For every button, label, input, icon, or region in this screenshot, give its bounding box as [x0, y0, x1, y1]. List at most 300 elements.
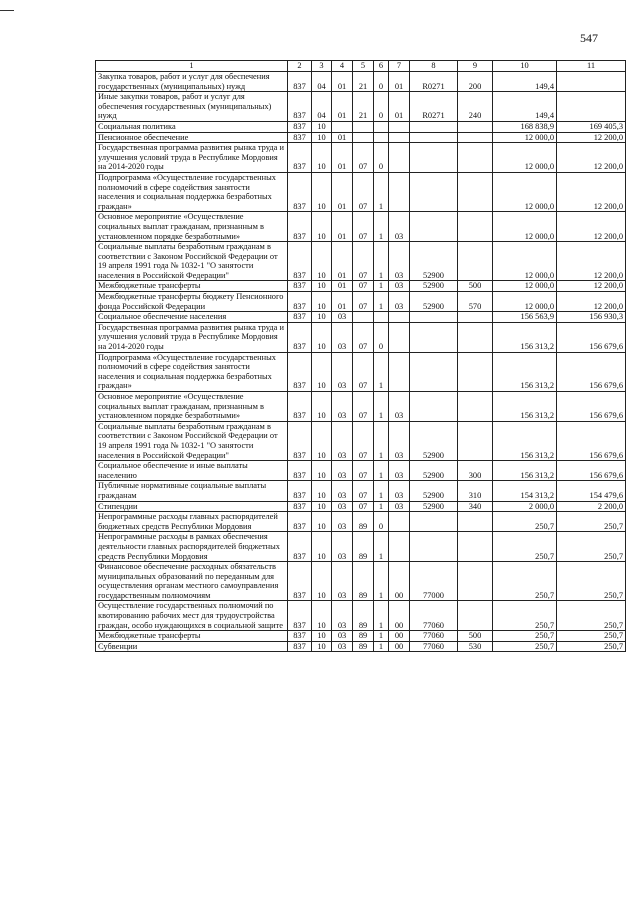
row-amount-1-cell: 156 313,2	[493, 461, 557, 481]
table-row	[96, 601, 626, 631]
row-name-cell: Финансовое обеспечение расходных обязательств муниципальных образований по переданным для осуществления органам местного самоуправления государственным полномочиям	[96, 562, 288, 601]
row-subsection-cell: 03	[332, 532, 353, 562]
row-subprogram-cell: 1	[374, 631, 389, 642]
header-cell: 10	[493, 61, 557, 72]
table-row	[96, 322, 626, 352]
row-subsection-cell: 03	[332, 461, 353, 481]
row-name-cell: Основное мероприятие «Осуществление социальных выплат гражданам, признанным в установленном порядке безработными»	[96, 392, 288, 422]
row-amount-2-cell: 156 679,6	[557, 392, 626, 422]
row-subsection-cell: 01	[332, 212, 353, 242]
row-direction-cell	[410, 532, 458, 562]
row-section-cell: 10	[312, 461, 332, 481]
row-amount-2-cell: 250,7	[557, 562, 626, 601]
row-direction-cell: 52900	[410, 461, 458, 481]
row-direction-cell: 52900	[410, 242, 458, 281]
row-direction-cell: 52900	[410, 481, 458, 501]
table-row	[96, 421, 626, 460]
row-event-cell: 01	[389, 72, 410, 92]
row-amount-2-cell	[557, 72, 626, 92]
row-subprogram-cell: 1	[374, 532, 389, 562]
row-subsection-cell	[332, 121, 353, 132]
row-name-cell: Публичные нормативные социальные выплаты гражданам	[96, 481, 288, 501]
row-section-cell: 10	[312, 601, 332, 631]
row-name-cell: Пенсионное обеспечение	[96, 132, 288, 143]
header-cell: 4	[332, 61, 353, 72]
row-subsection-cell: 01	[332, 281, 353, 292]
row-subprogram-cell: 0	[374, 143, 389, 173]
table-row	[96, 532, 626, 562]
row-subprogram-cell: 0	[374, 322, 389, 352]
row-subsection-cell: 03	[332, 641, 353, 652]
row-type-cell: 570	[458, 292, 493, 312]
row-type-cell	[458, 421, 493, 460]
table-row	[96, 92, 626, 122]
row-code-cell: 837	[288, 242, 312, 281]
table-row	[96, 392, 626, 422]
row-amount-2-cell: 156 679,6	[557, 352, 626, 391]
row-program-cell: 21	[353, 92, 374, 122]
row-direction-cell	[410, 392, 458, 422]
row-type-cell	[458, 312, 493, 323]
table-row	[96, 72, 626, 92]
row-subsection-cell: 01	[332, 292, 353, 312]
row-direction-cell	[410, 512, 458, 532]
row-section-cell: 10	[312, 242, 332, 281]
row-section-cell: 10	[312, 501, 332, 512]
row-direction-cell: 52900	[410, 292, 458, 312]
row-code-cell: 837	[288, 281, 312, 292]
row-code-cell: 837	[288, 631, 312, 642]
row-direction-cell: 77060	[410, 631, 458, 642]
row-direction-cell	[410, 352, 458, 391]
row-event-cell	[389, 172, 410, 211]
row-section-cell: 10	[312, 562, 332, 601]
row-type-cell: 500	[458, 631, 493, 642]
row-subprogram-cell: 1	[374, 501, 389, 512]
row-program-cell: 07	[353, 392, 374, 422]
row-subsection-cell: 03	[332, 352, 353, 391]
row-amount-2-cell: 250,7	[557, 631, 626, 642]
row-amount-1-cell: 250,7	[493, 641, 557, 652]
table-row	[96, 312, 626, 323]
row-program-cell: 89	[353, 532, 374, 562]
row-section-cell: 10	[312, 172, 332, 211]
row-subsection-cell: 03	[332, 631, 353, 642]
row-code-cell: 837	[288, 461, 312, 481]
row-event-cell	[389, 132, 410, 143]
row-direction-cell	[410, 172, 458, 211]
row-direction-cell	[410, 132, 458, 143]
row-amount-1-cell: 12 000,0	[493, 172, 557, 211]
row-type-cell: 340	[458, 501, 493, 512]
table-row	[96, 212, 626, 242]
row-name-cell: Социальные выплаты безработным гражданам в соответствии с Законом Российской Федерации от 19 апреля 1991 года № 1032-1 "О занятости населения в Российской Федерации"	[96, 421, 288, 460]
row-name-cell: Основное мероприятие «Осуществление социальных выплат гражданам, признанным в установленном порядке безработными»	[96, 212, 288, 242]
row-section-cell: 10	[312, 212, 332, 242]
row-amount-2-cell: 12 200,0	[557, 212, 626, 242]
row-code-cell: 837	[288, 481, 312, 501]
row-program-cell: 89	[353, 562, 374, 601]
row-code-cell: 837	[288, 312, 312, 323]
row-section-cell: 10	[312, 532, 332, 562]
header-cell: 1	[96, 61, 288, 72]
row-name-cell: Осуществление государственных полномочий по квотированию рабочих мест для трудоустройства граждан, особо нуждающихся в социальной защите	[96, 601, 288, 631]
row-code-cell: 837	[288, 352, 312, 391]
row-amount-1-cell: 12 000,0	[493, 143, 557, 173]
row-subsection-cell: 01	[332, 242, 353, 281]
row-type-cell	[458, 352, 493, 391]
row-direction-cell: 52900	[410, 281, 458, 292]
row-subprogram-cell: 1	[374, 392, 389, 422]
row-type-cell	[458, 212, 493, 242]
row-amount-1-cell: 156 313,2	[493, 421, 557, 460]
row-event-cell	[389, 512, 410, 532]
row-event-cell: 00	[389, 631, 410, 642]
row-section-cell: 10	[312, 132, 332, 143]
row-amount-2-cell: 156 679,6	[557, 421, 626, 460]
row-code-cell: 837	[288, 92, 312, 122]
row-amount-2-cell: 250,7	[557, 532, 626, 562]
row-subprogram-cell: 1	[374, 421, 389, 460]
row-type-cell: 500	[458, 281, 493, 292]
row-direction-cell: 52900	[410, 501, 458, 512]
row-type-cell: 530	[458, 641, 493, 652]
row-section-cell: 10	[312, 281, 332, 292]
row-subsection-cell: 01	[332, 132, 353, 143]
row-name-cell: Непрограммные расходы в рамках обеспечения деятельности главных распорядителей бюджетных средств Республики Мордовия	[96, 532, 288, 562]
row-code-cell: 837	[288, 292, 312, 312]
row-code-cell: 837	[288, 641, 312, 652]
row-event-cell: 01	[389, 92, 410, 122]
row-type-cell: 240	[458, 92, 493, 122]
table-row	[96, 461, 626, 481]
row-amount-2-cell: 2 200,0	[557, 501, 626, 512]
row-subprogram-cell: 0	[374, 72, 389, 92]
row-code-cell: 837	[288, 322, 312, 352]
row-subprogram-cell	[374, 312, 389, 323]
row-type-cell	[458, 512, 493, 532]
row-amount-2-cell: 154 479,6	[557, 481, 626, 501]
row-subsection-cell: 01	[332, 72, 353, 92]
row-amount-1-cell: 12 000,0	[493, 292, 557, 312]
table-row	[96, 292, 626, 312]
row-event-cell: 03	[389, 292, 410, 312]
row-program-cell: 89	[353, 631, 374, 642]
row-section-cell: 10	[312, 421, 332, 460]
row-event-cell: 03	[389, 242, 410, 281]
row-section-cell: 10	[312, 322, 332, 352]
row-subprogram-cell: 1	[374, 212, 389, 242]
row-event-cell: 03	[389, 212, 410, 242]
row-amount-2-cell: 156 930,3	[557, 312, 626, 323]
row-code-cell: 837	[288, 143, 312, 173]
row-subsection-cell: 03	[332, 481, 353, 501]
row-direction-cell: 77060	[410, 641, 458, 652]
row-amount-1-cell: 156 313,2	[493, 352, 557, 391]
header-cell: 2	[288, 61, 312, 72]
row-amount-1-cell: 168 838,9	[493, 121, 557, 132]
row-section-cell: 10	[312, 292, 332, 312]
row-code-cell: 837	[288, 512, 312, 532]
row-section-cell: 10	[312, 481, 332, 501]
row-name-cell: Государственная программа развития рынка труда и улучшения условий труда в Республике Мордовия на 2014-2020 годы	[96, 322, 288, 352]
table-header-row	[96, 61, 626, 72]
row-type-cell	[458, 172, 493, 211]
row-program-cell: 07	[353, 242, 374, 281]
row-type-cell	[458, 392, 493, 422]
row-amount-1-cell: 250,7	[493, 532, 557, 562]
row-program-cell: 07	[353, 322, 374, 352]
row-event-cell: 03	[389, 392, 410, 422]
row-direction-cell: R0271	[410, 72, 458, 92]
row-subprogram-cell: 1	[374, 481, 389, 501]
row-subsection-cell: 03	[332, 312, 353, 323]
row-amount-2-cell: 156 679,6	[557, 322, 626, 352]
row-amount-1-cell: 156 313,2	[493, 322, 557, 352]
row-program-cell: 07	[353, 143, 374, 173]
row-type-cell	[458, 121, 493, 132]
row-subsection-cell: 03	[332, 512, 353, 532]
row-subprogram-cell: 1	[374, 292, 389, 312]
row-subsection-cell: 01	[332, 172, 353, 211]
row-program-cell	[353, 132, 374, 143]
row-code-cell: 837	[288, 532, 312, 562]
row-program-cell: 07	[353, 281, 374, 292]
row-amount-2-cell: 169 405,3	[557, 121, 626, 132]
row-event-cell: 03	[389, 501, 410, 512]
row-amount-1-cell: 12 000,0	[493, 242, 557, 281]
row-name-cell: Межбюджетные трансферты	[96, 281, 288, 292]
row-code-cell: 837	[288, 72, 312, 92]
row-subprogram-cell: 1	[374, 352, 389, 391]
row-direction-cell: 77000	[410, 562, 458, 601]
table-row	[96, 512, 626, 532]
corner-mark	[0, 10, 14, 11]
row-program-cell: 07	[353, 352, 374, 391]
row-code-cell: 837	[288, 601, 312, 631]
row-type-cell: 310	[458, 481, 493, 501]
row-program-cell: 07	[353, 212, 374, 242]
table-body	[96, 61, 626, 652]
row-amount-2-cell: 250,7	[557, 601, 626, 631]
row-name-cell: Межбюджетные трансферты бюджету Пенсионного фонда Российской Федерации	[96, 292, 288, 312]
row-direction-cell: R0271	[410, 92, 458, 122]
row-subprogram-cell: 1	[374, 641, 389, 652]
row-name-cell: Социальная политика	[96, 121, 288, 132]
row-subsection-cell: 03	[332, 392, 353, 422]
row-event-cell: 03	[389, 481, 410, 501]
row-amount-1-cell: 12 000,0	[493, 212, 557, 242]
row-amount-2-cell	[557, 92, 626, 122]
row-direction-cell	[410, 143, 458, 173]
row-code-cell: 837	[288, 172, 312, 211]
table-row	[96, 481, 626, 501]
row-event-cell: 00	[389, 601, 410, 631]
row-direction-cell	[410, 212, 458, 242]
table-row	[96, 242, 626, 281]
row-name-cell: Подпрограмма «Осуществление государственных полномочий в сфере содействия занятости населения и социальная поддержка безработных граждан»	[96, 352, 288, 391]
row-program-cell: 07	[353, 501, 374, 512]
row-event-cell: 00	[389, 562, 410, 601]
row-type-cell	[458, 601, 493, 631]
row-amount-1-cell: 250,7	[493, 631, 557, 642]
row-name-cell: Непрограммные расходы главных распорядителей бюджетных средств Республики Мордовия	[96, 512, 288, 532]
header-cell: 8	[410, 61, 458, 72]
row-program-cell: 07	[353, 292, 374, 312]
row-type-cell	[458, 143, 493, 173]
row-name-cell: Иные закупки товаров, работ и услуг для обеспечения государственных (муниципальных) нужд	[96, 92, 288, 122]
row-subsection-cell: 03	[332, 562, 353, 601]
row-section-cell: 10	[312, 352, 332, 391]
row-name-cell: Межбюджетные трансферты	[96, 631, 288, 642]
row-name-cell: Социальное обеспечение и иные выплаты населению	[96, 461, 288, 481]
row-subprogram-cell: 1	[374, 461, 389, 481]
row-type-cell	[458, 242, 493, 281]
row-section-cell: 10	[312, 631, 332, 642]
row-program-cell	[353, 121, 374, 132]
row-subsection-cell: 03	[332, 601, 353, 631]
row-section-cell: 10	[312, 512, 332, 532]
row-name-cell: Субвенции	[96, 641, 288, 652]
table-row	[96, 132, 626, 143]
row-amount-2-cell: 12 200,0	[557, 172, 626, 211]
row-amount-1-cell: 156 313,2	[493, 392, 557, 422]
row-program-cell: 21	[353, 72, 374, 92]
row-type-cell	[458, 532, 493, 562]
row-type-cell	[458, 322, 493, 352]
row-section-cell: 10	[312, 121, 332, 132]
row-amount-1-cell: 149,4	[493, 72, 557, 92]
row-subsection-cell: 03	[332, 322, 353, 352]
row-event-cell	[389, 121, 410, 132]
row-section-cell: 10	[312, 392, 332, 422]
row-name-cell: Государственная программа развития рынка труда и улучшения условий труда в Республике Мордовия на 2014-2020 годы	[96, 143, 288, 173]
row-amount-2-cell: 12 200,0	[557, 143, 626, 173]
row-event-cell	[389, 322, 410, 352]
row-subsection-cell: 01	[332, 143, 353, 173]
table-row	[96, 281, 626, 292]
table-row	[96, 631, 626, 642]
row-subsection-cell: 03	[332, 421, 353, 460]
header-cell: 11	[557, 61, 626, 72]
row-event-cell	[389, 312, 410, 323]
row-amount-1-cell: 149,4	[493, 92, 557, 122]
table-row	[96, 641, 626, 652]
row-subprogram-cell: 1	[374, 172, 389, 211]
row-program-cell: 89	[353, 512, 374, 532]
header-cell: 3	[312, 61, 332, 72]
row-code-cell: 837	[288, 212, 312, 242]
row-amount-1-cell: 250,7	[493, 601, 557, 631]
row-subsection-cell: 01	[332, 92, 353, 122]
table-row	[96, 172, 626, 211]
row-direction-cell	[410, 121, 458, 132]
row-subprogram-cell	[374, 121, 389, 132]
row-code-cell: 837	[288, 132, 312, 143]
row-section-cell: 10	[312, 143, 332, 173]
row-type-cell: 200	[458, 72, 493, 92]
table-row	[96, 501, 626, 512]
row-name-cell: Стипендии	[96, 501, 288, 512]
row-section-cell: 04	[312, 72, 332, 92]
row-program-cell: 89	[353, 641, 374, 652]
row-subprogram-cell: 1	[374, 562, 389, 601]
row-section-cell: 10	[312, 312, 332, 323]
row-name-cell: Социальное обеспечение населения	[96, 312, 288, 323]
row-subprogram-cell	[374, 132, 389, 143]
row-section-cell: 04	[312, 92, 332, 122]
row-event-cell	[389, 532, 410, 562]
row-amount-1-cell: 12 000,0	[493, 281, 557, 292]
row-direction-cell	[410, 322, 458, 352]
header-cell: 5	[353, 61, 374, 72]
row-subsection-cell: 03	[332, 501, 353, 512]
row-program-cell: 07	[353, 481, 374, 501]
table-row	[96, 121, 626, 132]
row-subprogram-cell: 1	[374, 281, 389, 292]
budget-table	[95, 60, 626, 652]
row-direction-cell	[410, 312, 458, 323]
row-name-cell: Подпрограмма «Осуществление государственных полномочий в сфере содействия занятости населения и социальная поддержка безработных граждан»	[96, 172, 288, 211]
row-code-cell: 837	[288, 501, 312, 512]
row-code-cell: 837	[288, 392, 312, 422]
row-amount-2-cell: 250,7	[557, 512, 626, 532]
header-cell: 7	[389, 61, 410, 72]
row-amount-2-cell: 250,7	[557, 641, 626, 652]
row-program-cell	[353, 312, 374, 323]
row-amount-1-cell: 156 563,9	[493, 312, 557, 323]
row-amount-2-cell: 156 679,6	[557, 461, 626, 481]
row-event-cell: 03	[389, 421, 410, 460]
row-amount-2-cell: 12 200,0	[557, 242, 626, 281]
row-amount-2-cell: 12 200,0	[557, 132, 626, 143]
row-direction-cell: 77060	[410, 601, 458, 631]
row-amount-1-cell: 2 000,0	[493, 501, 557, 512]
row-event-cell: 03	[389, 281, 410, 292]
row-amount-1-cell: 12 000,0	[493, 132, 557, 143]
row-name-cell: Социальные выплаты безработным гражданам в соответствии с Законом Российской Федерации от 19 апреля 1991 года № 1032-1 "О занятости населения в Российской Федерации"	[96, 242, 288, 281]
row-type-cell	[458, 132, 493, 143]
row-program-cell: 89	[353, 601, 374, 631]
table-row	[96, 352, 626, 391]
row-name-cell: Закупка товаров, работ и услуг для обеспечения государственных (муниципальных) нужд	[96, 72, 288, 92]
row-event-cell: 03	[389, 461, 410, 481]
row-event-cell	[389, 143, 410, 173]
page-number: 547	[580, 31, 598, 45]
row-amount-1-cell: 250,7	[493, 512, 557, 532]
row-section-cell: 10	[312, 641, 332, 652]
header-cell: 6	[374, 61, 389, 72]
row-amount-1-cell: 154 313,2	[493, 481, 557, 501]
row-type-cell: 300	[458, 461, 493, 481]
row-type-cell	[458, 562, 493, 601]
row-amount-2-cell: 12 200,0	[557, 281, 626, 292]
row-subprogram-cell: 0	[374, 92, 389, 122]
row-subprogram-cell: 1	[374, 242, 389, 281]
row-program-cell: 07	[353, 461, 374, 481]
row-subprogram-cell: 1	[374, 601, 389, 631]
row-program-cell: 07	[353, 172, 374, 211]
row-amount-2-cell: 12 200,0	[557, 292, 626, 312]
row-program-cell: 07	[353, 421, 374, 460]
row-event-cell: 00	[389, 641, 410, 652]
row-code-cell: 837	[288, 421, 312, 460]
row-direction-cell: 52900	[410, 421, 458, 460]
row-subprogram-cell: 0	[374, 512, 389, 532]
table-row	[96, 143, 626, 173]
header-cell: 9	[458, 61, 493, 72]
row-code-cell: 837	[288, 121, 312, 132]
